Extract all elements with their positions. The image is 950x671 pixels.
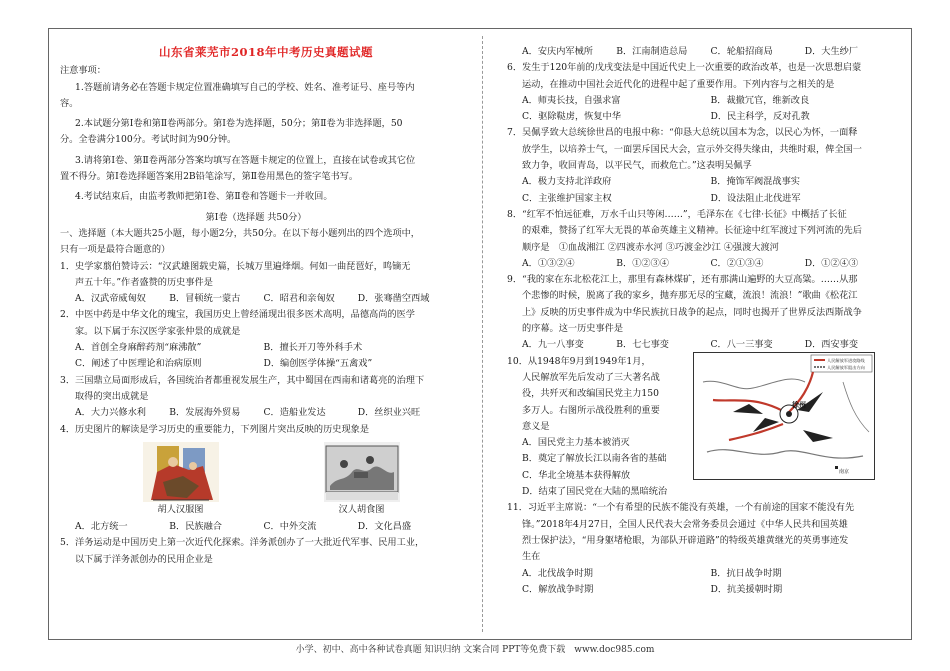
han-eating-hu-food-image [324,442,400,502]
q8-options [507,256,899,272]
figure-caption: 胡人汉服图 [157,503,204,515]
q11-stem: 锋。”2018年4月27日，全国人民代表大会常务委员会通过《中华人民共和国英雄 [522,518,848,530]
q11-stem: 烈士保护法》，“用身躯堵枪眼，为部队开辟道路”的特级英雄黄继光的英勇事迹发 [522,534,849,546]
q6-stem: 6．发生于120年前的戊戌变法是中国近代史上一次重要的政治改革，也是一次思想启蒙 [507,62,862,74]
option[interactable]: D．西安事变 [804,339,859,351]
option[interactable]: D．①②④③ [804,257,859,269]
q8-stem: 顺序是 ①血战湘江 ②四渡赤水河 ③巧渡金沙江 ④强渡大渡河 [522,241,779,253]
q11-options [507,566,899,599]
q11-stem: 生在 [522,551,541,563]
option[interactable]: D．文化昌盛 [357,521,412,533]
q5-stem: 以下属于洋务派创办的民用企业是 [75,553,213,565]
page-footer: 小学、初中、高中各种试卷真题 知识归纳 文案合同 PPT等免费下载 www.doc985.com [295,645,655,655]
q6-options [507,93,899,126]
q1-stem: 声五十年。”作者盛赞的历史事件是 [75,276,213,288]
notice-item: 4.考试结束后，由监考教师把第Ⅰ卷、第Ⅱ卷和答题卡一并收回。 [75,191,333,203]
q3-options [60,405,452,421]
option[interactable]: A．①③②④ [522,257,575,269]
q1-stem: 1．史学家翦伯赞诗云：“汉武雄图载史篇，长城万里遍烽烟。何如一曲琵琶好，鸣镝无 [60,260,411,272]
q9-stem: 的序幕。这一历史事件是 [522,323,624,335]
hu-in-han-clothes-image [143,442,219,502]
q8-stem: 8．“红军不怕远征难，万水千山只等闲……”，毛泽东在《七律·长征》中概括了长征 [507,208,847,220]
q8-stem: 的艰难，赞扬了红军大无畏的革命英雄主义精神。长征途中红军渡过下列河流的先后 [522,225,862,237]
map-city-label: 南京 [839,468,850,475]
q5-stem: 5．洋务运动是中国历史上第一次近代化探索。洋务派创办了一大批近代军事、民用工业， [60,537,425,549]
option[interactable]: B．裁撤冗官，维新改良 [710,94,810,106]
option[interactable]: C．解放战争时期 [522,583,594,595]
option[interactable]: C．中外交流 [263,521,317,533]
option[interactable]: A．极力支持北洋政府 [522,176,612,188]
figure-caption: 汉人胡食图 [338,503,385,515]
exam-title: 山东省莱芜市2018年中考历史真题试题 [158,45,373,59]
q9-stem: 9．“我的家在东北松花江上，那里有森林煤矿，还有那满山遍野的大豆高粱。……从那 [507,274,858,286]
q5-options [507,44,899,60]
option[interactable]: C．轮船招商局 [710,46,773,57]
option[interactable]: D．民主科学，反对孔教 [710,111,810,123]
q10-text [507,354,677,501]
option[interactable]: B．江南制造总局 [616,46,688,57]
notice-item: 容。 [60,97,79,109]
q10-stem: 人民解放军先后发动了三大著名战 [522,371,660,383]
q4-options [60,519,452,535]
figure-hu-in-han-clothes [143,442,219,518]
option[interactable]: B．抗日战争时期 [710,567,782,579]
q4-figures [90,442,452,518]
option[interactable]: C．昭君和亲匈奴 [263,293,335,305]
map-legend-label: 人民解放军阻击方向 [827,364,865,370]
figure-han-eating-hu-food [324,442,400,518]
notice-item: 2.本试题分第Ⅰ卷和第Ⅱ卷两部分。第Ⅰ卷为选择题，50分；第Ⅱ卷为非选择题，50 [75,118,403,130]
option[interactable]: B．冒顿统一蒙古 [169,293,241,305]
option[interactable]: B．擅长开刀等外科手术 [263,342,363,354]
left-column [60,44,452,568]
q9-stem: 上》反映的历史事件成为中华民族抗日战争的起点，同时也揭开了世界反法西斯战争 [522,306,862,318]
q11-stem: 11．习近平主席说：“一个有希望的民族不能没有英雄，一个有前途的国家不能没有先 [507,502,855,514]
q10-stem: 10．从1948年9月到1949年1月， [507,355,651,367]
right-column [507,44,899,598]
q10-stem: 役，共歼灭和改编国民党主力150 [522,388,659,400]
q3-stem: 3．三国鼎立局面形成后，各国统治者都重视发展生产，其中蜀国在西南和诸葛亮的治理下 [60,374,425,386]
q6-stem: 运动，在推动中国社会近代化的进程中起了重要作用。下列内容与之相关的是 [522,78,835,90]
notice-item: 1.答题前请务必在答题卡规定位置准确填写自己的学校、姓名、准考证号、座号等内 [75,81,415,93]
q3-stem: 取得的突出成就是 [75,390,149,402]
section-title: 第Ⅰ卷（选择题 共50分） [205,211,307,223]
q2-stem: 家。以下属于东汉医学家张仲景的成就是 [75,325,241,337]
option[interactable]: C．八一三事变 [710,339,773,351]
option[interactable]: C．造船业发达 [263,407,326,419]
option[interactable]: B．七七事变 [616,339,669,351]
q9-stem: 个悲惨的时候，脱离了我的家乡，抛弃那无尽的宝藏，流浪！流浪！”歌曲《松花江 [522,290,858,302]
option[interactable]: B．奠定了解放长江以南各省的基础 [522,453,667,465]
option[interactable]: B．民族融合 [169,521,222,533]
section-intro: 一、选择题（本大题共25小题，每小题2分，共50分。在以下每小题列出的四个选项中， [60,227,420,239]
option[interactable]: C．阐述了中医理论和治病原则 [75,358,202,370]
column-divider [482,36,483,632]
option[interactable]: C．②①③④ [710,257,764,269]
option[interactable]: A．国民党主力基本被消灭 [522,437,630,449]
q1-options [60,291,452,307]
option[interactable]: B．掩饰军阀混战事实 [710,176,800,188]
q7-stem: 致力争，收回青岛，以平民气，而救危亡。”这表明吴佩孚 [522,160,752,172]
option[interactable]: B．发展海外贸易 [169,407,241,419]
q2-options [60,340,452,373]
section-intro: 只有一项是最符合题意的） [60,244,171,256]
option[interactable]: A．师夷长技，自强求富 [522,94,621,106]
option[interactable]: A．首创全身麻醉药剂“麻沸散” [75,342,202,354]
option[interactable]: A．九一八事变 [522,339,584,351]
map-legend-label: 人民解放军进攻路线 [827,357,865,363]
option[interactable]: D．大生纱厂 [804,46,859,57]
notice-item: 置不得分。第Ⅰ卷选择题答案用2B铅笔涂写，第Ⅱ卷用黑色的签字笔书写。 [60,171,359,183]
q4-stem: 4．历史图片的解读是学习历史的重要能力，下列图片突出反映的历史现象是 [60,423,370,435]
option[interactable]: A．北方统一 [75,521,128,533]
option[interactable]: A．北伐战争时期 [522,567,593,579]
option[interactable]: C．华北全境基本获得解放 [522,469,631,481]
option[interactable]: A．汉武帝威匈奴 [75,293,146,305]
q7-options [507,174,899,207]
option[interactable]: D．丝织业兴旺 [357,407,421,419]
map-city-label: 徐州 [792,400,806,409]
huaihai-campaign-map [693,352,875,480]
option[interactable]: A．大力兴修水利 [75,407,146,419]
option[interactable]: D．编创医学体操“五禽戏” [263,358,373,370]
option[interactable]: D．抗美援朝时期 [710,583,783,595]
option[interactable]: A．安庆内军械所 [522,46,593,57]
q7-stem: 7．吴佩孚致大总统徐世昌的电报中称：“仰恳大总统以国本为念，以民心为怀，一面释 [507,127,858,139]
option[interactable]: B．①②③④ [616,257,669,269]
q10-stem: 意义是 [522,420,550,432]
option[interactable]: D．设法阻止北伐进军 [710,192,801,204]
notice-heading: 注意事项： [60,65,106,77]
notice-item: 3.请将第Ⅰ卷、第Ⅱ卷两部分答案均填写在答题卡规定的位置上，直接在试卷或其它位 [75,154,416,166]
notice-item: 分。全卷满分100分。考试时间为90分钟。 [60,134,237,146]
q10-block [507,354,899,501]
q10-stem: 多万人。右图所示战役胜利的重要 [522,404,660,416]
option[interactable]: D．张骞凿空西域 [357,293,430,305]
q2-stem: 2．中医中药是中华文化的瑰宝，我国历史上曾经涌现出很多医术高明，品德高尚的医学 [60,309,415,321]
option[interactable]: C．驱除鞑虏，恢复中华 [522,111,621,123]
option[interactable]: D．结束了国民党在大陆的黑暗统治 [522,486,668,498]
q7-stem: 放学生，以培养士气，一面罢斥国民大会，宣示外交得失缘由，共维时艰，俾全国一 [522,143,862,155]
option[interactable]: C．主张维护国家主权 [522,192,612,204]
